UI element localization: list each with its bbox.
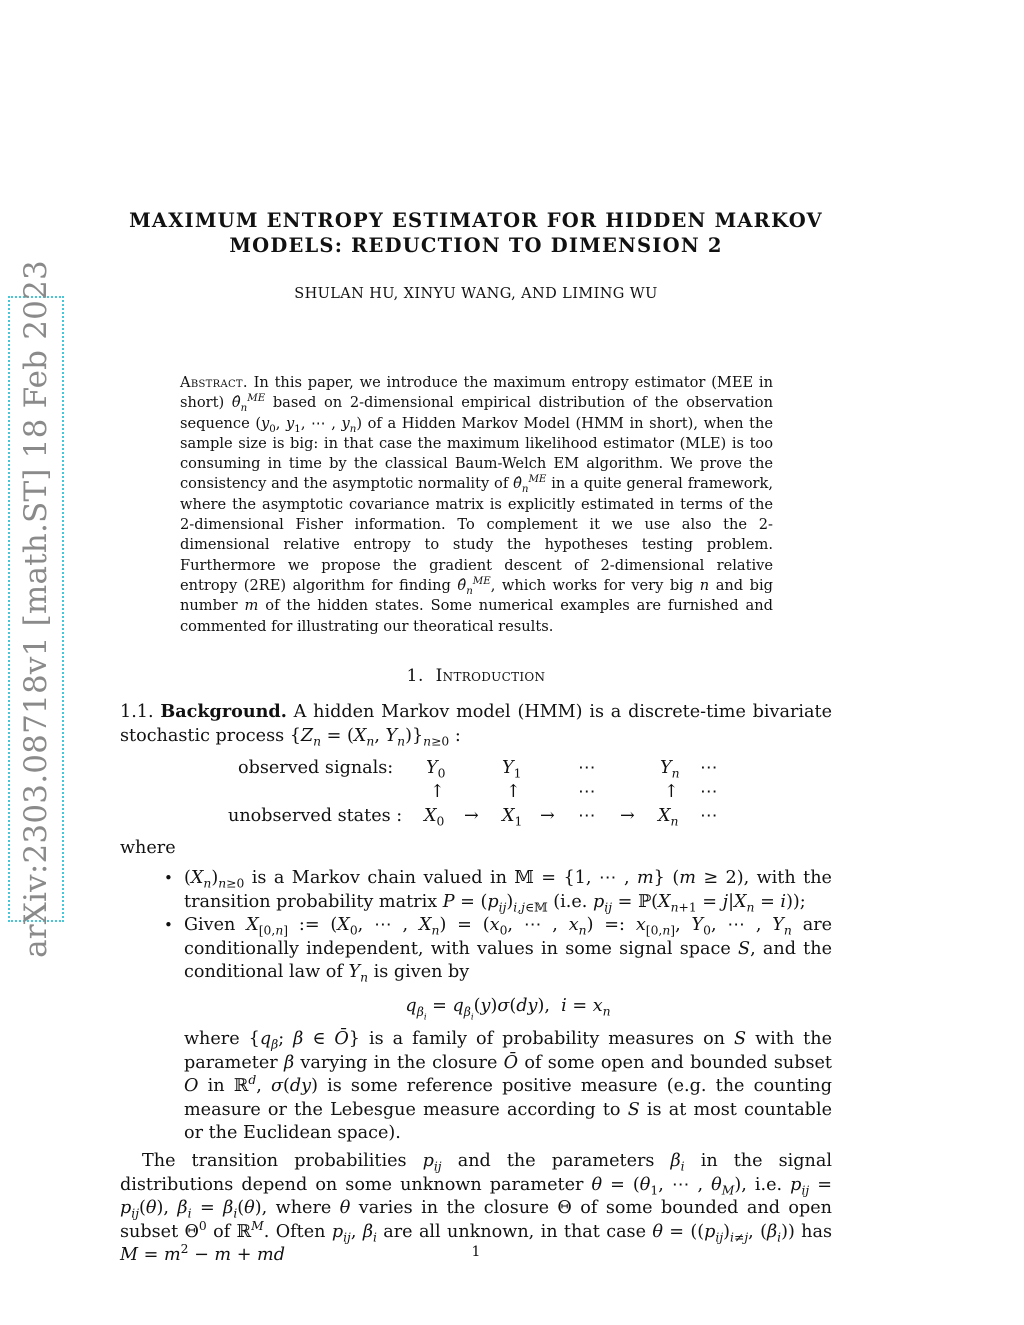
- list-item-text: is a family of probability measures on: [360, 1029, 735, 1049]
- bullet-icon: •: [164, 916, 173, 934]
- bullet-icon: •: [164, 869, 173, 887]
- paragraph-text: , i.e.: [741, 1174, 791, 1195]
- diagram-row-label: observed signals:: [238, 758, 394, 778]
- abstract: Abstract. In this paper, we introduce the maximum entropy estimator (MEE in short) $\thetâ_n^{ME}$ based on 2-dimensional empirical distribution of the observation sequence ($y_0$, $y_1$, ⋯ , $y_n$) of a Hidden Markov Model (HMM in short), when the sample size is big: in that case the maximum likelihood estimator (MLE) is too consuming in time by the classical Baum-Welch EM algorithm. We prove the consistency and the asymptotic normality of $\thetâ_n^{ME}$ in a quite general framework, where the asymptotic covariance matrix is explicitly estimated in terms of the 2-dimensional Fisher information. To complement it we use also the 2-dimensional relative entropy to study the hypotheses testing problem. Furthermore we propose the gradient descent of 2-dimensional relative entropy (2RE) algorithm for finding $\thetâ_n^{ME}$, which works for very big n and big number m of the hidden states. Some numerical examples are furnished and commented for illustrating our theoratical results.: [180, 374, 774, 635]
- list-item-text: ), with the transition probability matrix: [184, 868, 832, 912]
- list-item-text: , and the conditional law of: [184, 938, 832, 982]
- list-item-text: of some open and bounded subset: [518, 1052, 832, 1073]
- abstract-text: in a quite general framework, where the asymptotic covariance matrix is explicitly estimated in terms of the 2-dimensional Fisher information. To complement it we use also the 2-dimensional relative entropy to study the hypotheses testing problem. Furthermore we propose the gradient descent of 2-dimensional relative entropy (2RE) algorithm for finding: [180, 475, 773, 594]
- paragraph-text: A hidden Markov model (HMM) is a discrete-time bivariate stochastic process: [120, 702, 832, 746]
- diagram-symbol: ⋯: [578, 782, 596, 802]
- list-item: • $(X_n)_{n\ge 0}$ is a Markov chain valued in 𝕄 = {1, ⋯ , m} (m ≥ 2), with the transition probability matrix $P = (p_{ij})_{i,j\in 𝕄}$ (i.e. $p_{ij}$ = $ℙ(X_{n+1} = j|X_n = i)$);: [164, 868, 832, 915]
- diagram-symbol: $X_1$: [502, 806, 523, 829]
- section-number: 1.: [406, 666, 424, 686]
- list-item-text: are conditionally independent, with values in some signal space: [184, 915, 833, 959]
- list-item-text: is a Markov chain valued in: [244, 868, 515, 888]
- paper-title-line-2: MODELS: REDUCTION TO DIMENSION 2: [229, 234, 723, 257]
- transition-paragraph: The transition probabilities $p_{ij}$ and the parameters $\beta_i$ in the signal distributions depend on some unknown parameter $\theta = (\theta_1$, ⋯ , $\theta_M$), i.e. $p_{ij} = p_{ij}(\theta)$, $\beta_i = \beta_i(\theta)$, where θ varies in the closure Θ of some bounded and open subset $\Theta^0$ of ℝ$^M$. Often $p_{ij}$, $\beta_i$ are all unknown, in that case $\theta = ((p_{ij})_{i\ne j}$, $(\beta_i)$) has $M = m^2 - m$ + md: [120, 1151, 833, 1265]
- diagram-symbol: ⋯: [578, 758, 596, 778]
- page-number: 1: [471, 1244, 481, 1260]
- hmm-diagram: [226, 758, 746, 830]
- diagram-symbol: ⋯: [700, 806, 718, 826]
- paragraph-text: where: [275, 1198, 340, 1218]
- abstract-text: of a Hidden Markov Model (HMM in short), when the sample size is big: in that case the maximum likelihood estimator (MLE) is too consuming in time by the classical Baum-Welch EM algorithm. We prove the consistency and the asymptotic normality of: [180, 414, 773, 493]
- paragraph-text: are all unknown, in that case: [376, 1221, 653, 1242]
- diagram-arrow: ↑: [430, 782, 445, 802]
- where-label: where: [120, 838, 176, 858]
- diagram-arrow: →: [620, 806, 635, 826]
- section-title: Introduction: [435, 666, 546, 686]
- display-equation: $q_{\beta_i} = q_{\beta_i}(y)\sigma(dy)$, $i = x_n$: [405, 996, 611, 1022]
- background-paragraph: 1.1. Background. A hidden Markov model (HMM) is a discrete-time bivariate stochastic process {$Z_n = (X_n$, $Y_n)\}_{n\ge 0}$ :: [120, 701, 832, 749]
- diagram-symbol: $Y_1$: [502, 758, 522, 781]
- list-item: • Given $X_{[0,n]}$ := ($X_0$, ⋯ , $X_n) = (x_0$, ⋯ , $x_n$) =: $x_{[0,n]}$, $Y_0$, ⋯ , $Y_n$ are conditionally independent, with values in some signal space S, and the conditional law of $Y_n$ is given by: [164, 915, 833, 985]
- list-item-text: is at most countable or the Euclidean space).: [184, 1099, 832, 1143]
- subsection-number: 1.1.: [120, 702, 154, 722]
- paragraph-text: of ℝ: [206, 1221, 252, 1242]
- subsection-heading: Background.: [160, 701, 287, 722]
- list-item-text: (: [664, 868, 680, 888]
- abstract-text: based on 2-dimensional empirical distribution of the observation sequence: [180, 394, 773, 432]
- list-item-text: where: [184, 1029, 249, 1049]
- abstract-text: and big number: [180, 576, 774, 615]
- paragraph-text: has: [794, 1221, 833, 1242]
- diagram-symbol: ⋯: [700, 782, 718, 802]
- paper-title-line-1: MAXIMUM ENTROPY ESTIMATOR FOR HIDDEN MARKOV: [129, 209, 823, 232]
- paper-authors: SHULAN HU, XINYU WANG, AND LIMING WU: [294, 286, 658, 302]
- diagram-symbol: $Y_0$: [426, 758, 446, 781]
- diagram-symbol: $X_0$: [424, 806, 445, 829]
- paragraph-text: . Often: [263, 1221, 332, 1242]
- diagram-symbol: ⋯: [578, 806, 596, 826]
- paragraph-text: varies in the closure Θ of some bounded and open subset Θ: [120, 1198, 832, 1242]
- arxiv-watermark: [8, 260, 64, 958]
- diagram-row-label: unobserved states :: [228, 806, 403, 826]
- list-item-text: is some reference positive measure (e.g. the counting measure or the Lebesgue measure according to: [184, 1076, 832, 1120]
- list-item-text: Given: [184, 915, 247, 935]
- diagram-symbol: ⋯: [700, 758, 718, 778]
- diagram-arrow: →: [540, 806, 555, 826]
- paragraph-text: The transition probabilities: [142, 1151, 423, 1171]
- diagram-symbol: $X_n$: [658, 806, 679, 829]
- list-item-text: in: [198, 1076, 234, 1096]
- paper-title: [110, 208, 842, 258]
- abstract-text: of the hidden states. Some numerical examples are furnished and commented for illustrating our theoratical results.: [180, 597, 773, 635]
- diagram-arrow: →: [464, 806, 479, 826]
- list-item-text: is given by: [368, 962, 470, 982]
- abstract-text: In this paper, we introduce the maximum entropy estimator (MEE in short): [180, 374, 773, 412]
- diagram-symbol: $Y_n$: [660, 758, 680, 781]
- list-item-text: with the parameter: [184, 1029, 832, 1073]
- list-item-text: (i.e.: [547, 891, 593, 912]
- abstract-text: , which works for very big: [490, 576, 700, 594]
- diagram-arrow: ↑: [664, 782, 679, 802]
- paragraph-text: in the signal distributions depend on some unknown parameter: [120, 1151, 832, 1195]
- list-item-continuation: where {$q_\beta$; β ∈ Ō} is a family of probability measures on S with the parameter β varying in the closure Ō of some open and bounded subset O in ℝ$^d$, σ(dy) is some reference positive measure (e.g. the counting measure or the Lebesgue measure according to S is at most countable or the Euclidean space).: [184, 1029, 832, 1143]
- abstract-label: Abstract.: [180, 374, 248, 391]
- list-item-text: varying in the closure: [294, 1052, 504, 1073]
- arxiv-watermark-text: arXiv:2303.08718v1 [math.ST] 18 Feb 2023: [18, 260, 54, 958]
- paragraph-text: and the parameters: [441, 1151, 671, 1171]
- section-heading: [110, 666, 842, 686]
- diagram-arrow: ↑: [506, 782, 521, 802]
